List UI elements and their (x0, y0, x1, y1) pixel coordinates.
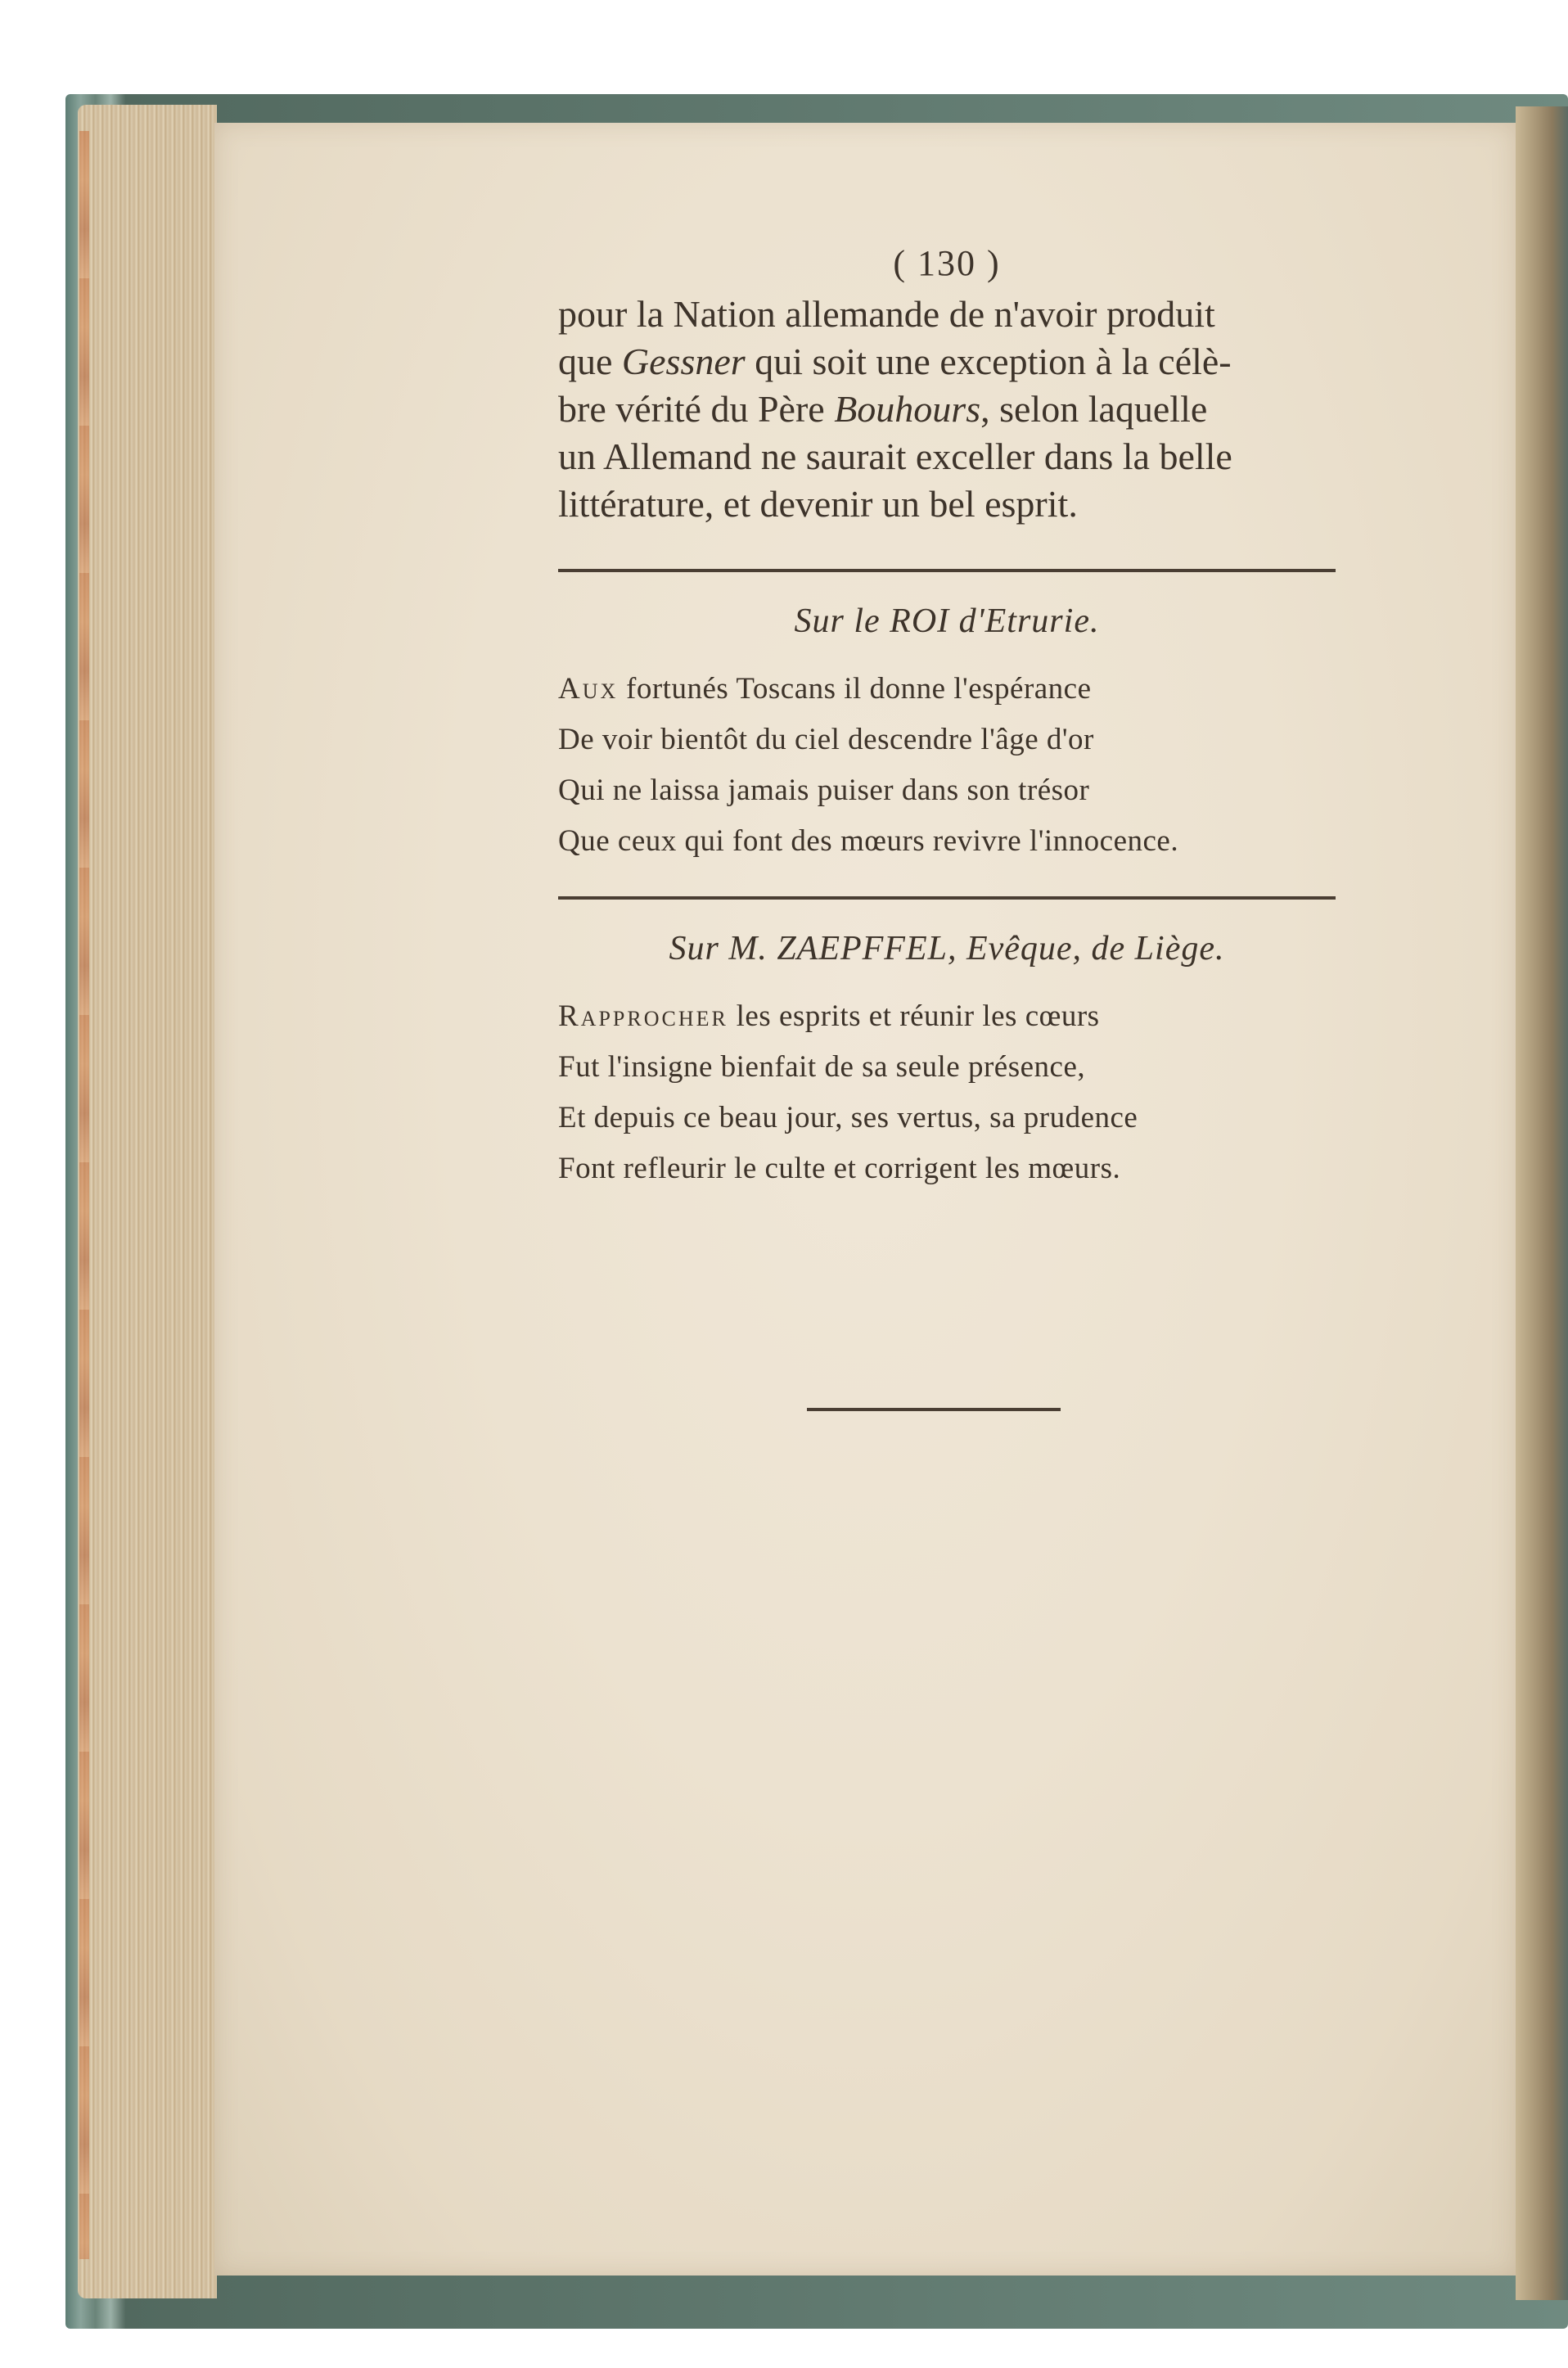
end-rule (807, 1408, 1061, 1411)
prose-line-5: littérature, et devenir un bel esprit. (558, 483, 1078, 525)
section-title-roi-etrurie: Sur le ROI d'Etrurie. (794, 602, 1100, 640)
verse-line: Et depuis ce beau jour, ses vertus, sa prudence (558, 1101, 1138, 1134)
verse-initial-word: Rapprocher (558, 999, 728, 1033)
page-content (558, 242, 1336, 1194)
verse-initial-word: Aux (558, 672, 619, 706)
verse-line: Rapprocher les esprits et réunir les cœurs (558, 999, 1100, 1033)
book-gutter (1516, 106, 1568, 2300)
prose-line-3: bre vérité du Père Bouhours, selon laquelle (558, 388, 1208, 430)
verse-zaepffel (558, 991, 1336, 1194)
verse-line: Aux fortunés Toscans il donne l'espérance (558, 672, 1092, 706)
edge-stain (79, 131, 89, 2259)
section-rule-2 (558, 896, 1336, 900)
page-number: ( 130 ) (893, 243, 1001, 283)
verse-line: Font refleurir le culte et corrigent les mœurs. (558, 1152, 1121, 1185)
prose-line-4: un Allemand ne saurait exceller dans la belle (558, 435, 1232, 477)
verse-line: Fut l'insigne bienfait de sa seule présence, (558, 1050, 1086, 1084)
verse-line: Que ceux qui font des mœurs revivre l'innocence. (558, 824, 1179, 858)
section-title-zaepffel: Sur M. ZAEPFFEL, Evêque, de Liège. (669, 930, 1225, 967)
section-rule-1 (558, 569, 1336, 572)
prose-line-2: que Gessner qui soit une exception à la célè- (558, 341, 1232, 382)
prose-paragraph (558, 291, 1336, 528)
verse-line: De voir bientôt du ciel descendre l'âge d'or (558, 723, 1094, 756)
verse-roi-etrurie (558, 664, 1336, 867)
page-edges (78, 105, 217, 2298)
verse-line: Qui ne laissa jamais puiser dans son trésor (558, 774, 1090, 807)
prose-line-1: pour la Nation allemande de n'avoir produit (558, 293, 1215, 335)
